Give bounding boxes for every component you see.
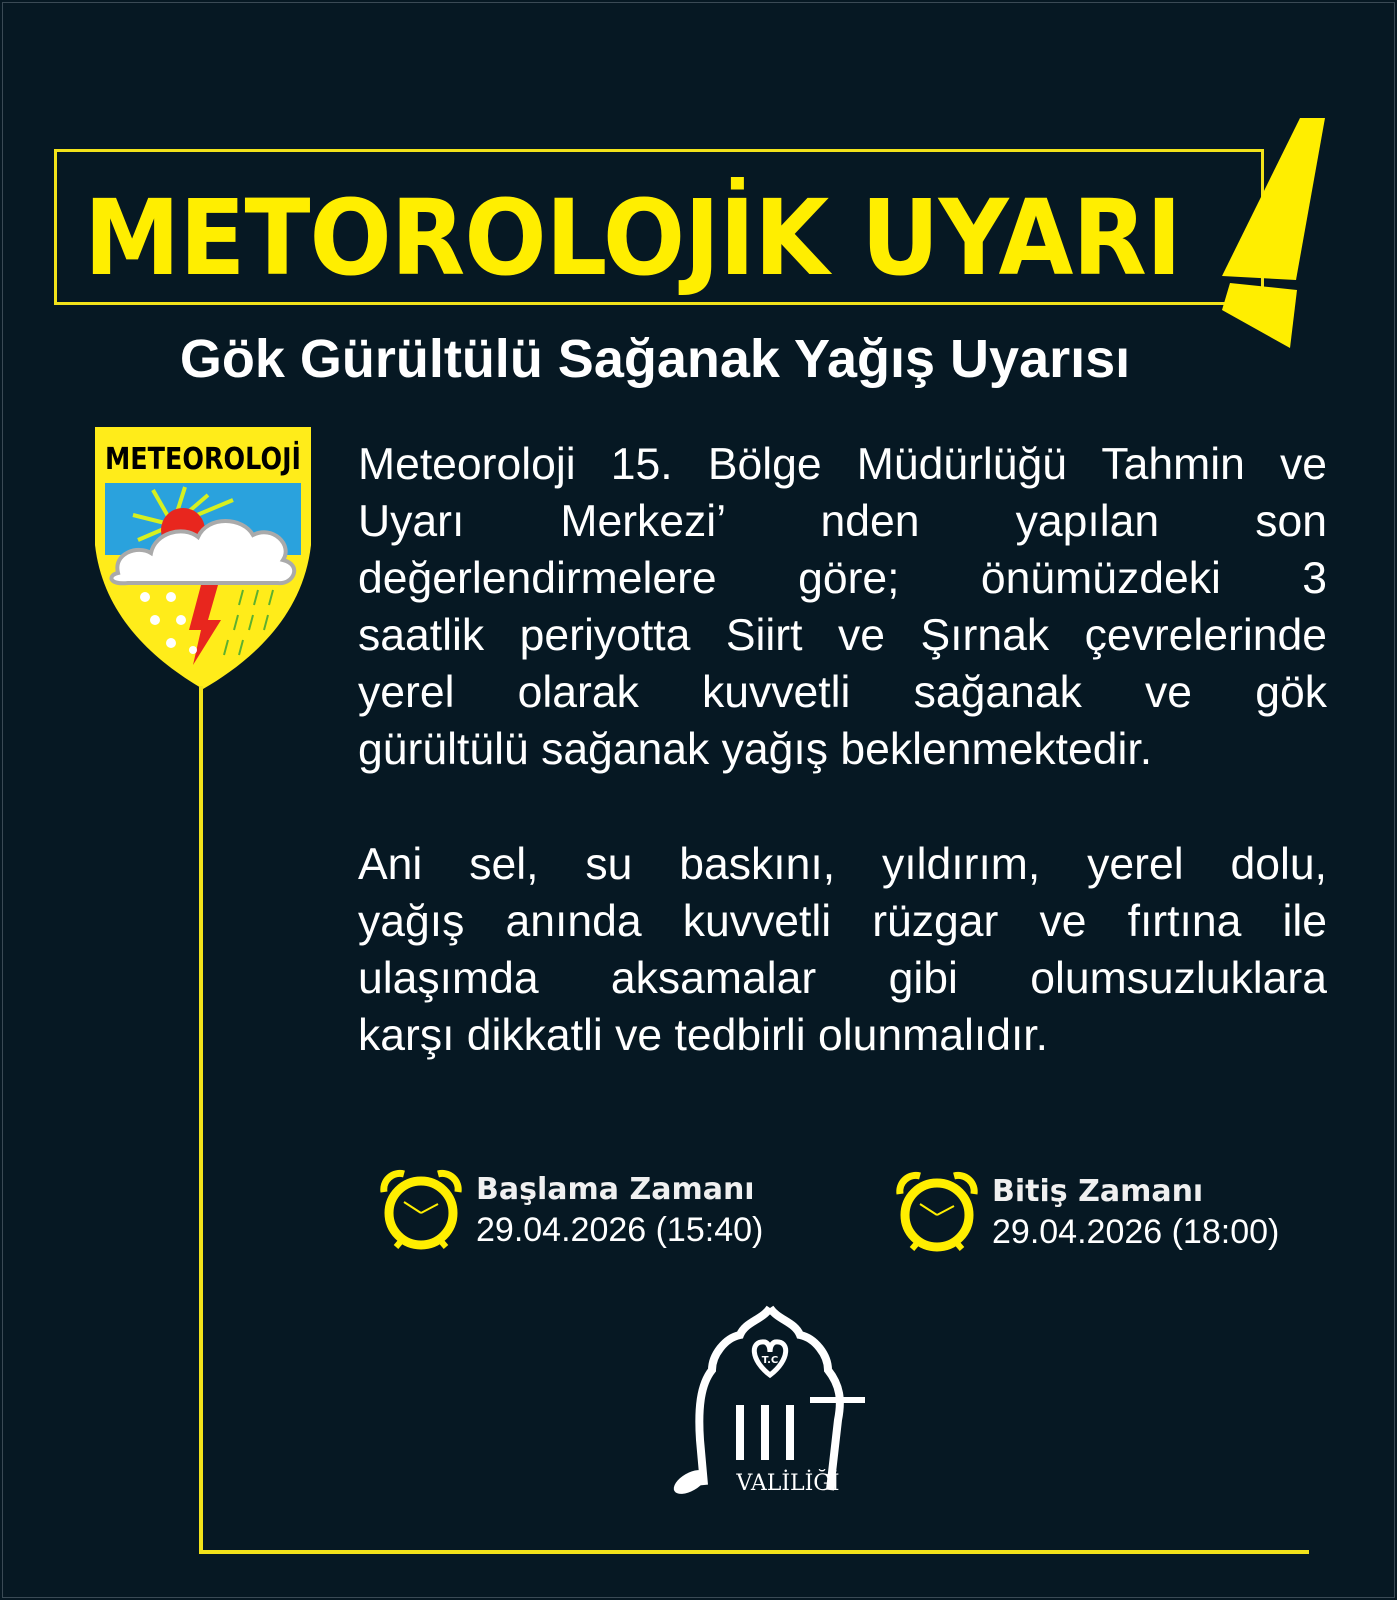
warning-paragraph-1 (358, 436, 1327, 778)
text-line: Ani sel, su baskını, yıldırım, yerel dolu, (358, 840, 1327, 889)
text-line: ulaşımda aksamalar gibi olumsuzluklara (358, 954, 1327, 1003)
text-line: Meteoroloji 15. Bölge Müdürlüğü Tahmin ve (358, 440, 1327, 489)
text-line: yerel olarak kuvvetli sağanak ve gök (358, 668, 1327, 717)
text-line: gürültülü sağanak yağış beklenmektedir. (358, 725, 1153, 774)
start-time (380, 1170, 763, 1252)
text-line: saatlik periyotta Siirt ve Şırnak çevrelerinde (358, 611, 1327, 660)
page-subtitle: Gök Gürültülü Sağanak Yağış Uyarısı (179, 329, 1131, 389)
page-title: METOROLOJİK UYARI (84, 177, 1182, 299)
alarm-clock-icon (380, 1170, 462, 1252)
tc-badge-text: T.C (761, 1355, 779, 1366)
siirt-valiligi-logo (670, 1300, 885, 1520)
exclamation-icon (1222, 118, 1332, 353)
text-line: karşı dikkatli ve tedbirli olunmalıdır. (358, 1011, 1049, 1060)
text-line: yağış anında kuvvetli rüzgar ve fırtına ile (358, 897, 1327, 946)
end-time-label: Bitiş Zamanı (992, 1174, 1204, 1209)
warning-paragraph-2 (358, 836, 1327, 1064)
meteoroloji-logo (93, 425, 337, 690)
text-line: değerlendirmelere göre; önümüzdeki 3 (358, 554, 1327, 603)
end-time-value: 29.04.2026 (18:00) (992, 1213, 1280, 1251)
decorative-horizontal-line (199, 1550, 1309, 1554)
start-time-value: 29.04.2026 (15:40) (476, 1211, 764, 1249)
decorative-vertical-line (199, 686, 203, 1554)
end-time (896, 1172, 1279, 1254)
alarm-clock-icon (896, 1172, 978, 1254)
start-time-label: Başlama Zamanı (476, 1172, 755, 1207)
text-line: Uyarı Merkezi’ nden yapılan son (358, 497, 1327, 546)
svg-text:METEOROLOJİ: METEOROLOJİ (105, 442, 337, 477)
valiligi-text: VALİLİĞİ (736, 1471, 840, 1496)
